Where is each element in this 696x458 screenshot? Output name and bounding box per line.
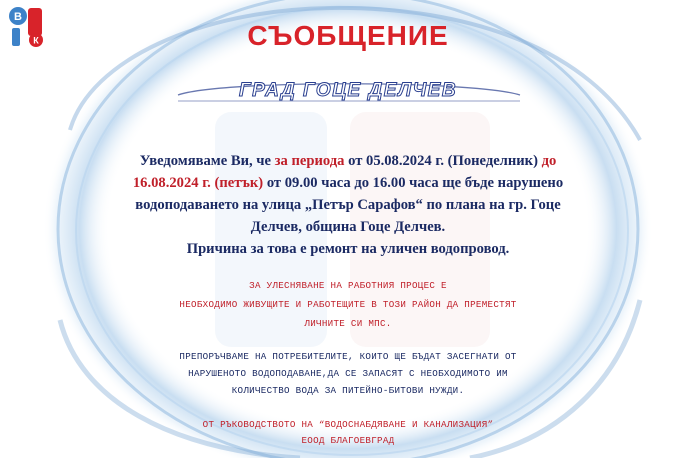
period-highlight: за периода (274, 153, 345, 169)
body-text: от 05.08.2024 г. (Понеделник) (344, 153, 542, 169)
vehicle-notice-line: НЕОБХОДИМО ЖИВУЩИТЕ И РАБОТЕЩИТЕ В ТОЗИ РАЙОН ДА ПРЕМЕСТЯТ (179, 299, 517, 310)
supply-notice-line: ПРЕПОРЪЧВАМЕ НА ПОТРЕБИТЕЛИТЕ, КОИТО ЩЕ БЪДАТ ЗАСЕГНАТИ ОТ (179, 351, 517, 362)
supply-notice-line: КОЛИЧЕСТВО ВОДА ЗА ПИТЕЙНО-БИТОВИ НУЖДИ. (231, 385, 465, 396)
logo-letter-k: К (33, 35, 39, 46)
body-line-5: Причина за това е ремонт на уличен водопровод. (186, 241, 510, 257)
date-highlight: до (541, 153, 557, 169)
body-text: Уведомяваме Ви, че (139, 153, 275, 169)
signature-line: ОТ РЪКОВОДСТВОТО НА “ВОДОСНАБДЯВАНЕ И КАНАЛИЗАЦИЯ” (202, 419, 494, 430)
end-date-highlight: 16.08.2024 г. (петък) (132, 175, 267, 191)
body-line-3: водоподаването на улица „Петър Сарафов“ по плана на гр. Гоце (135, 197, 561, 213)
body-text: ще бъде нарушено (438, 175, 564, 191)
notice-title: СЪОБЩЕНИЕ (247, 20, 449, 51)
water-supply-notice (110, 350, 586, 398)
city-heading: ГРАД ГОЦЕ ДЕЛЧЕВ (238, 80, 458, 101)
notice-body (100, 150, 596, 260)
signature-line: ЕООД БЛАГОЕВГРАД (301, 435, 395, 446)
vehicle-notice (110, 279, 586, 331)
vehicle-notice-line: ЗА УЛЕСНЯВАНЕ НА РАБОТНИЯ ПРОЦЕС Е (249, 280, 447, 291)
logo-letter-b: В (14, 11, 22, 23)
body-line-1 (100, 150, 596, 172)
vehicle-notice-line: ЛИЧНИТЕ СИ МПС. (304, 318, 392, 329)
signature (110, 418, 586, 448)
body-line-4: Делчев, община Гоце Делчев. (250, 219, 446, 235)
city-banner (172, 78, 524, 108)
body-line-2 (100, 172, 596, 194)
hours-text: от 09.00 часа до 16.00 часа (266, 175, 439, 191)
supply-notice-line: НАРУШЕНОТО ВОДОПОДАВАНЕ,ДА СЕ ЗАПАСЯТ С НЕОБХОДИМОТО ИМ (188, 368, 508, 379)
